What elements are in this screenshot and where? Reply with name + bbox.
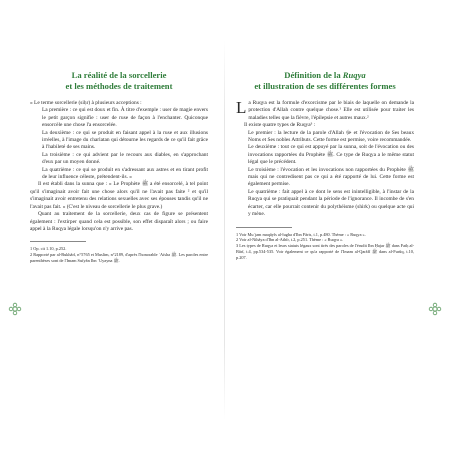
list-item: Le premier : la lecture de la parole d'Allah ﷻ et l'évocation de Ses beaux Noms et Ses nobles Attributs. Cette forme est permise, voire recommandée. <box>248 129 415 144</box>
list-item: Le troisième : l'évocation et les invocations non rapportées du Prophète ﷺ mais qui ne contredisent pas ce qui a été rapporté de lui. Cette forme est également permise. <box>248 166 414 188</box>
right-page-title <box>236 70 414 92</box>
footnote: 1 Op. cit 1.10, p.252. <box>30 246 67 252</box>
list-item: La première : ce qui est doux et fin. À titre d'exemple : user de magie envers le petit garçon signifie : user de ruse de façon à l'enchanter. Quiconque ensorcèle une chose l'a ensorcelée. <box>42 107 208 129</box>
footnote: 2 Voir al-Nihâya d'Ibn al-Athîr, t.2, p.251. Thème : « Ruqya ». <box>236 237 344 243</box>
right-body <box>236 100 414 219</box>
right-title-line2: et illustration de ses différentes formes <box>254 81 396 91</box>
list-item: Le deuxième : tout ce qui est appuyé par la sunna, soit de l'évocation ou des invocations rapportées du Prophète ﷺ. Ce type de Ruqya a le même statut légal que le précédent. <box>248 144 414 166</box>
right-types-list <box>240 130 414 219</box>
left-footnotes <box>30 246 208 263</box>
footnote-separator <box>236 227 292 228</box>
left-paragraph-sunna: Il est établi dans la sunna que : « Le Prophète ﷺ a été ensorcelé, à tel point qu'il s'imaginait avoir fait une chose alors qu'il ne l'avait pas faite ² et qu'il s'imaginait avoir entretenu des relations sexuelles avec ses épouses tandis qu'il ne l'avait pas fait. » (C'est le niveau de sorcellerie le plus grave.) <box>30 181 208 210</box>
list-item: Le quatrième : fait appel à ce dont le sens est inintelligible, à l'instar de la Ruqya qui se pratiquait pendant la période de l'ignorance. Il incombe de s'en écarter, car elle pourrait contenir du polythéisme (shirk) ou quelque acte qui y mène. <box>248 188 414 218</box>
left-page <box>30 70 208 264</box>
right-types-intro: Il existe quatre types de Ruqya³ : <box>244 122 316 129</box>
list-item: La troisième : ce qui advient par le recours aux diables, en s'approchant d'eux par un moyen donné. <box>42 151 208 166</box>
left-paragraph-traitement: Quant au traitement de la sorcellerie, deux cas de figure se présentent également : l'extirper quand cela est possible, son effet disparaît alors ; ou faire appel à la Ruqya légale lorsqu'on n'y arrive pas. <box>30 211 208 232</box>
left-body <box>30 100 208 233</box>
footnote: 3 Les types de Ruqya et leurs statuts légaux sont tirés des paroles de l'érudit Ibn Ḥajar ﷺ dans Fatḥ al-Bârî, t.4, pp.534-535. Voir également ce qu'a rapporté de l'Imam al-Qarâfî ﷺ dans al-Furûq, t.10, p.207. <box>236 243 414 260</box>
right-intro <box>236 100 414 122</box>
list-item: La deuxième : ce qui se produit en faisant appel à la ruse et aux illusions irréelles, à l'image du charlatan qui détourne les regards de ce qu'il fait grâce à l'habileté de ses mains. <box>42 129 208 151</box>
right-footnotes <box>236 232 414 261</box>
right-title-prefix: Définition de la <box>284 70 343 80</box>
drop-cap: L <box>236 98 247 117</box>
right-page <box>236 70 414 260</box>
footnote: 2 Rapporté par al-Bukhârî, n°5765 et Muslim, n°2189, d'après l'honorable ʿAïsha ﷺ. Les paroles entre parenthèses sont de l'Imam Sufyân Ibn ʿUyayna ﷺ. <box>30 252 208 263</box>
flower-ornament-icon <box>8 302 22 316</box>
right-title-ruqya: Ruqya <box>342 70 366 80</box>
left-title-line2: et les méthodes de traitement <box>65 81 173 91</box>
left-intro: « Le terme sorcellerie (siḥr) à plusieurs acceptions : <box>30 100 142 106</box>
right-intro-text: a Ruqya est la formule d'exorcisme par le biais de laquelle on demande la protection d'Allah contre quelque chose.¹ Elle est utilisée pour traiter les maladies telles que la fièvre, l'épilepsie et autres maux.² <box>248 100 414 121</box>
footnote-separator <box>30 241 86 242</box>
left-acceptions-list <box>34 107 208 181</box>
book-gutter <box>224 40 225 420</box>
left-title-line1: La réalité de la sorcellerie <box>71 70 167 80</box>
flower-ornament-icon <box>428 302 442 316</box>
left-page-title <box>30 70 208 92</box>
footnote: 1 Voir Muʿjam maqâyîs al-lugha d'Ibn Fâris, t.1, p.480. Thème : « Ruqya ». <box>236 231 366 237</box>
list-item: La quatrième : ce qui se produit en s'adressant aux astres et en tirant profit de leur influence céleste, prétendent-ils. » <box>42 166 208 181</box>
